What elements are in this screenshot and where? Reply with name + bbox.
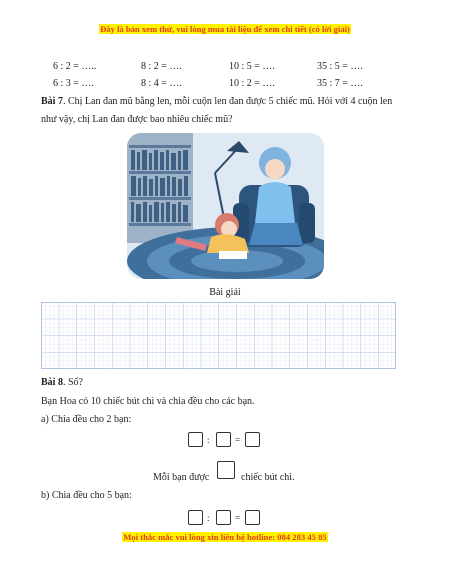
answer-box[interactable]: [188, 510, 203, 525]
answer-box[interactable]: [216, 432, 231, 447]
hotline-banner: Mọi thắc mắc vui lòng xin liên hệ hotline: 084 283 45 85: [123, 532, 327, 542]
bai7-question-line2: như vậy, chị Lan đan được bao nhiêu chiếc mũ?: [41, 114, 233, 125]
calc-row: [0, 61, 450, 75]
answer-box[interactable]: [216, 510, 231, 525]
answer-box[interactable]: [245, 510, 260, 525]
divide-sign: :: [207, 435, 210, 445]
divide-sign: :: [207, 513, 210, 523]
answer-grid[interactable]: [41, 302, 396, 369]
calc-item: 35 : 5 = ….: [317, 61, 363, 72]
calc-item: 6 : 2 = …..: [53, 61, 97, 72]
bai8-part-b: b) Chia đều cho 5 bạn:: [41, 490, 132, 501]
bai8-title: Bài 8. Số?: [41, 377, 83, 388]
bai8-intro: Bạn Hoa có 10 chiếc bút chì và chia đều cho các bạn.: [41, 396, 255, 407]
answer-box[interactable]: [217, 461, 235, 479]
solution-label: Bài giải: [209, 287, 241, 298]
calc-item: 35 : 7 = ….: [317, 78, 363, 89]
bai8-part-a: a) Chia đều cho 2 bạn:: [41, 414, 132, 425]
answer-box[interactable]: [245, 432, 260, 447]
calc-item: 10 : 2 = ….: [229, 78, 275, 89]
bai7-question-line1: Bài 7. Chị Lan đan mũ bằng len, mỗi cuộn len đan được 5 chiếc mũ. Hỏi với 4 cuộn len: [41, 96, 393, 107]
each-friend-prefix: Mỗi bạn được: [153, 472, 210, 483]
calc-item: 10 : 5 = ….: [229, 61, 275, 72]
each-friend-suffix: chiếc bút chì.: [241, 472, 295, 483]
calc-item: 8 : 2 = ….: [141, 61, 182, 72]
reading-illustration: [127, 133, 324, 279]
equals-sign: =: [235, 435, 241, 445]
equals-sign: =: [235, 513, 241, 523]
calc-item: 6 : 3 = ….: [53, 78, 94, 89]
calc-row: [0, 78, 450, 92]
preview-banner: Đây là bản xem thử, vui lòng mua tài liệu để xem chi tiết (có lời giải): [100, 24, 350, 34]
answer-box[interactable]: [188, 432, 203, 447]
calc-item: 8 : 4 = ….: [141, 78, 182, 89]
